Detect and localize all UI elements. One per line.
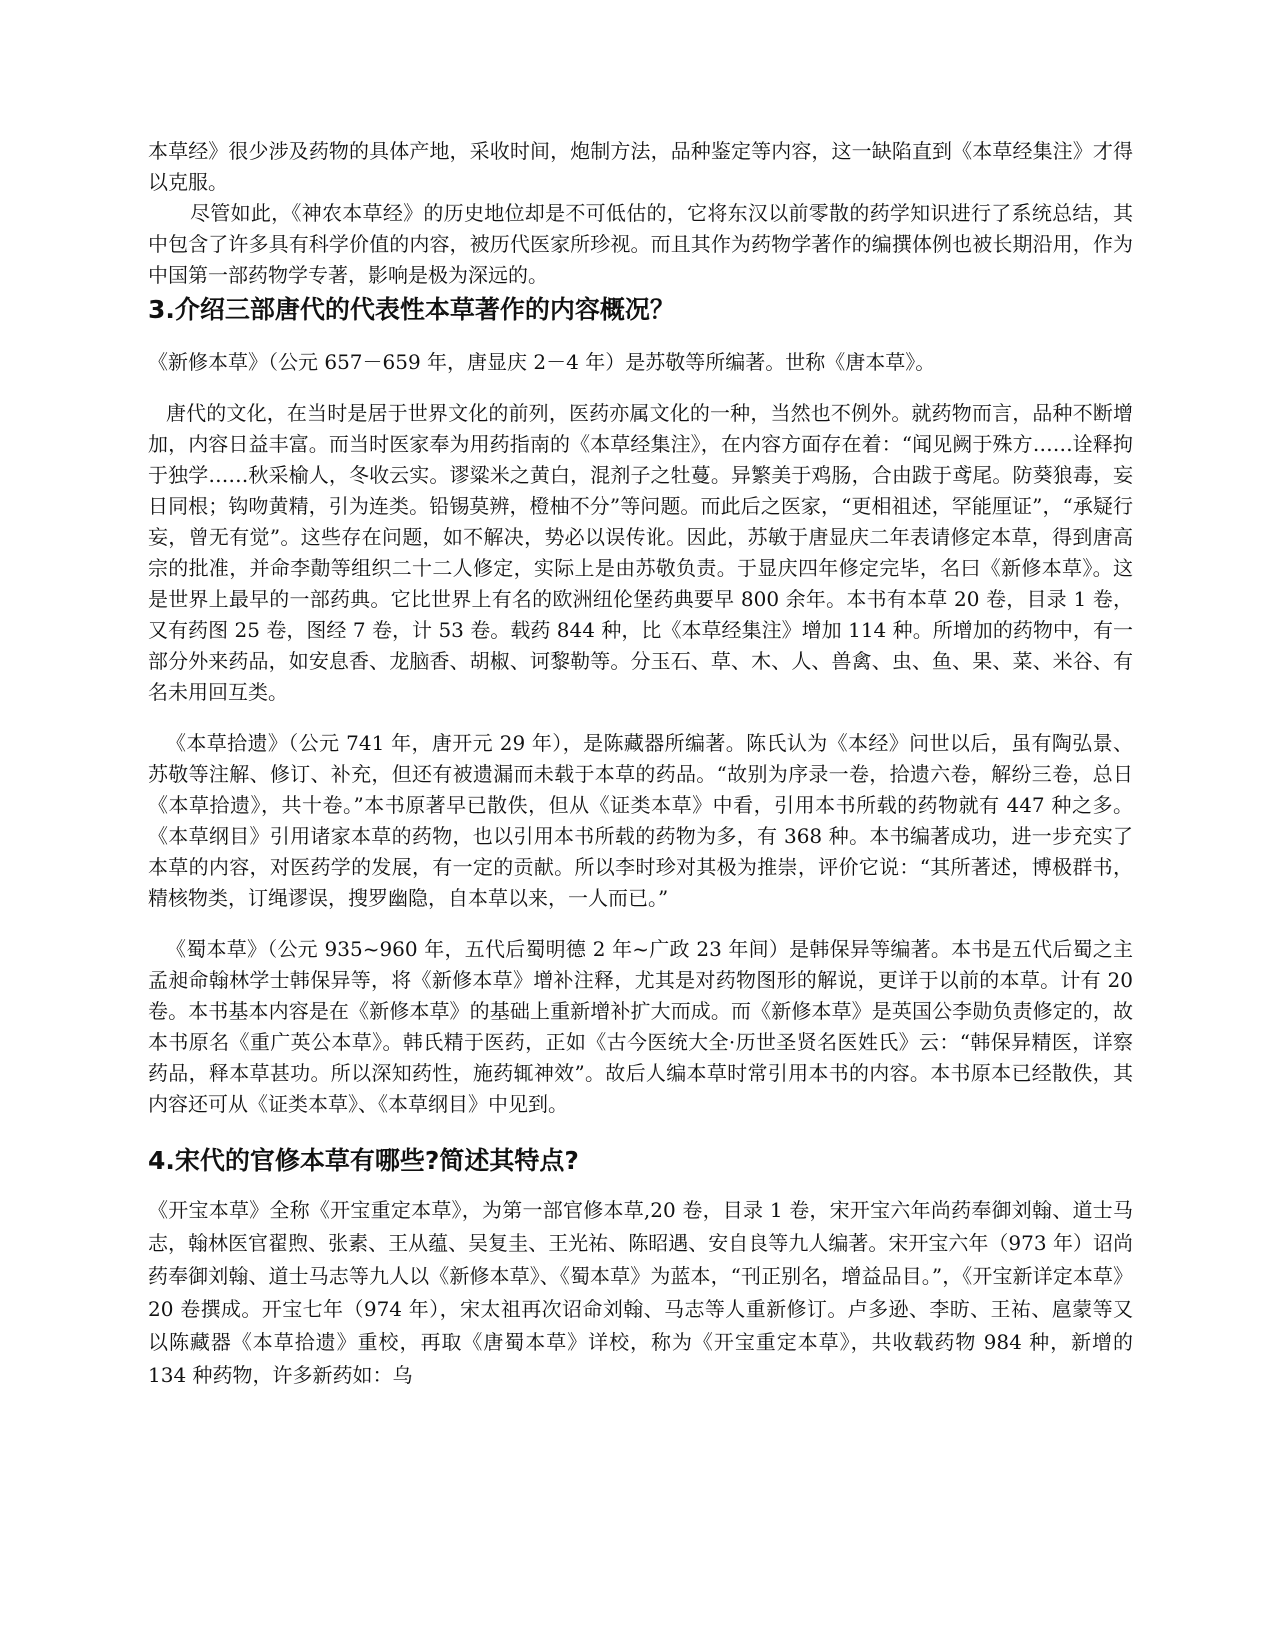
intro-paragraph-2: 尽管如此，《神农本草经》的历史地位却是不可低估的，它将东汉以前零散的药学知识进行了系统总结，其中包含了许多具有科学价值的内容，被历代医家所珍视。而且其作为药物学著作的编撰体例也被长期沿用，作为中国第一部药物学专著，影响是极为深远的。 (148, 201, 1133, 287)
document-page (148, 136, 1133, 1392)
section-3-heading: 3.介绍三部唐代的代表性本草著作的内容概况？ (148, 295, 675, 324)
section-3-paragraph-1: 《新修本草》（公元 657－659 年，唐显庆 2－4 年）是苏敬等所编著。世称《唐本草》。 (148, 350, 936, 374)
section-3-paragraph-4: 《蜀本草》（公元 935~960 年，五代后蜀明德 2 年~广政 23 年间）是韩保异等编著。本书是五代后蜀之主孟昶命翰林学士韩保异等，将《新修本草》增补注释，尤其是对药物图形的解说，更详于以前的本草。计有 20 卷。本书基本内容是在《新修本草》的基础上重新增补扩大而成。而《新修本草》是英国公李勋负责修定的，故本书原名《重广英公本草》。韩氏精于医药，正如《古今医统大全·历世圣贤名医姓氏》云：“韩保异精医，详察药品，释本草甚功。所以深知药性，施药辄神效”。故后人编本草时常引用本书的内容。本书原本已经散佚，其内容还可从《证类本草》、《本草纲目》中见到。 (148, 937, 1133, 1116)
section-3-paragraph-2: 唐代的文化，在当时是居于世界文化的前列，医药亦属文化的一种，当然也不例外。就药物而言，品种不断增加，内容日益丰富。而当时医家奉为用药指南的《本草经集注》，在内容方面存在着：“闻见阙于殊方……诠释拘于独学……秋采榆人，冬收云实。谬粱米之黄白，混剂子之牡蔓。异繁美于鸡肠，合由跋于鸢尾。防葵狼毒，妄日同根；钩吻黄精，引为连类。铅锡莫辨，橙柚不分”等问题。而此后之医家，“更相祖述，罕能厘证”，“承疑行妄，曾无有觉”。这些存在问题，如不解决，势必以误传讹。因此，苏敏于唐显庆二年表请修定本草，得到唐高宗的批准，并命李勣等组织二十二人修定，实际上是由苏敬负责。于显庆四年修定完毕，名曰《新修本草》。这是世界上最早的一部药典。它比世界上有名的欧洲纽伦堡药典要早 800 余年。本书有本草 20 卷，目录 1 卷，又有药图 25 卷，图经 7 卷，计 53 卷。载药 844 种，比《本草经集注》增加 114 种。所增加的药物中，有一部分外来药品，如安息香、龙脑香、胡椒、诃黎勒等。分玉石、草、木、人、兽禽、虫、鱼、果、菜、米谷、有名未用回互类。 (148, 401, 1133, 704)
intro-paragraph-1: 本草经》很少涉及药物的具体产地，采收时间，炮制方法，品种鉴定等内容，这一缺陷直到《本草经集注》才得以克服。 (148, 139, 1133, 194)
section-4-paragraph-1: 《开宝本草》全称《开宝重定本草》，为第一部官修本草,20 卷，目录 1 卷，宋开宝六年尚药奉御刘翰、道士马志，翰林医官翟煦、张素、王从蕴、吴复圭、王光祐、陈昭遇、安自良等九人编著。宋开宝六年（973 年）诏尚药奉御刘翰、道士马志等九人以《新修本草》、《蜀本草》为蓝本，“刊正别名，增益品目。”，《开宝新详定本草》20 卷撰成。开宝七年（974 年），宋太祖再次诏命刘翰、马志等人重新修订。卢多逊、李昉、王祐、扈蒙等又以陈藏器《本草拾遗》重校，再取《唐蜀本草》详校，称为《开宝重定本草》，共收载药物 984 种，新增的 134 种药物，许多新药如：乌 (148, 1198, 1133, 1387)
section-3-paragraph-3: 《本草拾遗》（公元 741 年，唐开元 29 年），是陈藏器所编著。陈氏认为《本经》问世以后，虽有陶弘景、苏敬等注解、修订、补充，但还有被遗漏而未载于本草的药品。“故别为序录一卷，拾遗六卷，解纷三卷，总日《本草拾遗》，共十卷。”本书原著早已散佚，但从《证类本草》中看，引用本书所载的药物就有 447 种之多。《本草纲目》引用诸家本草的药物，也以引用本书所载的药物为多，有 368 种。本书编著成功，进一步充实了本草的内容，对医药学的发展，有一定的贡献。所以李时珍对其极为推崇，评价它说：“其所著述，博极群书，精核物类，订绳谬误，搜罗幽隐，自本草以来，一人而已。” (148, 731, 1133, 910)
section-4-heading: 4.宋代的官修本草有哪些?简述其特点? (148, 1146, 579, 1175)
